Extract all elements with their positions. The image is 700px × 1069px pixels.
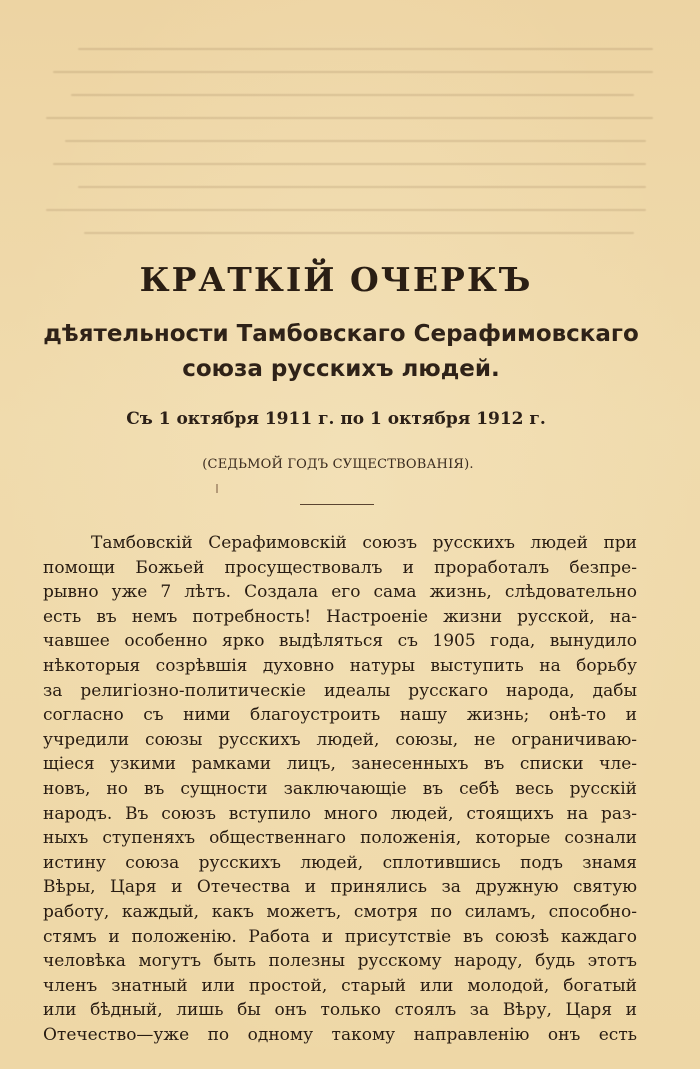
body-line: стямъ и положенію. Работа и присутствіе въ союзѣ каждаго [43, 926, 637, 947]
body-line: или бѣдный, лишь бы онъ только стоялъ за Вѣру, Царя и [43, 1000, 637, 1021]
body-line: помощи Божьей просуществовалъ и проработалъ безпре- [43, 557, 637, 578]
body-line: чавшее особенно ярко выдѣляться съ 1905 года, вынудило [43, 631, 637, 652]
body-line: ныхъ ступеняхъ общественнаго положенія, которые сознали [43, 828, 637, 849]
body-line: народъ. Въ союзъ вступило много людей, стоящихъ на раз- [43, 803, 637, 824]
body-line: Отечество—уже по одному такому направленію онъ есть [43, 1024, 637, 1045]
body-line: Вѣры, Царя и Отечества и принялись за дружную святую [43, 877, 637, 898]
show-through-text [40, 48, 665, 253]
year-note: (СЕДЬМОЙ ГОДЪ СУЩЕСТВОВАНІЯ). [202, 457, 474, 472]
body-line: человѣка могутъ быть полезны русскому народу, будь этотъ [43, 951, 637, 972]
body-line: рывно уже 7 лѣтъ. Создала его сама жизнь, слѣдовательно [43, 582, 637, 603]
body-paragraph [43, 531, 637, 1047]
section-divider [300, 504, 374, 505]
body-line: нѣкоторыя созрѣвшія духовно натуры выступить на борьбу [43, 655, 637, 676]
body-line: истину союза русскихъ людей, сплотившись подъ знамя [43, 852, 637, 873]
body-line: щіеся узкими рамками лицъ, занесенныхъ въ списки чле- [43, 754, 637, 775]
body-line: учредили союзы русскихъ людей, союзы, не ограничиваю- [43, 729, 637, 750]
body-line: согласно съ ними благоустроить нашу жизнь; онѣ-то и [43, 705, 637, 726]
reporting-period: Съ 1 октября 1911 г. по 1 октября 1912 г. [126, 409, 546, 429]
body-line: за религіозно-политическіе идеалы русскаго народа, дабы [43, 680, 637, 701]
document-subtitle: дѣятельности Тамбовскаго Серафимовскаго союза русскихъ людей. [43, 321, 639, 382]
document-title: КРАТКІЙ ОЧЕРКЪ [139, 260, 533, 299]
body-line: Тамбовскій Серафимовскій союзъ русскихъ людей при [91, 533, 637, 553]
print-speck [216, 484, 218, 493]
body-line: работу, каждый, какъ можетъ, смотря по силамъ, способно- [43, 901, 637, 922]
body-line: новъ, но въ сущности заключающіе въ себѣ весь русскій [43, 778, 637, 799]
body-line: членъ знатный или простой, старый или молодой, богатый [43, 975, 637, 996]
body-line: есть въ немъ потребность! Настроеніе жизни русской, на- [43, 606, 637, 627]
